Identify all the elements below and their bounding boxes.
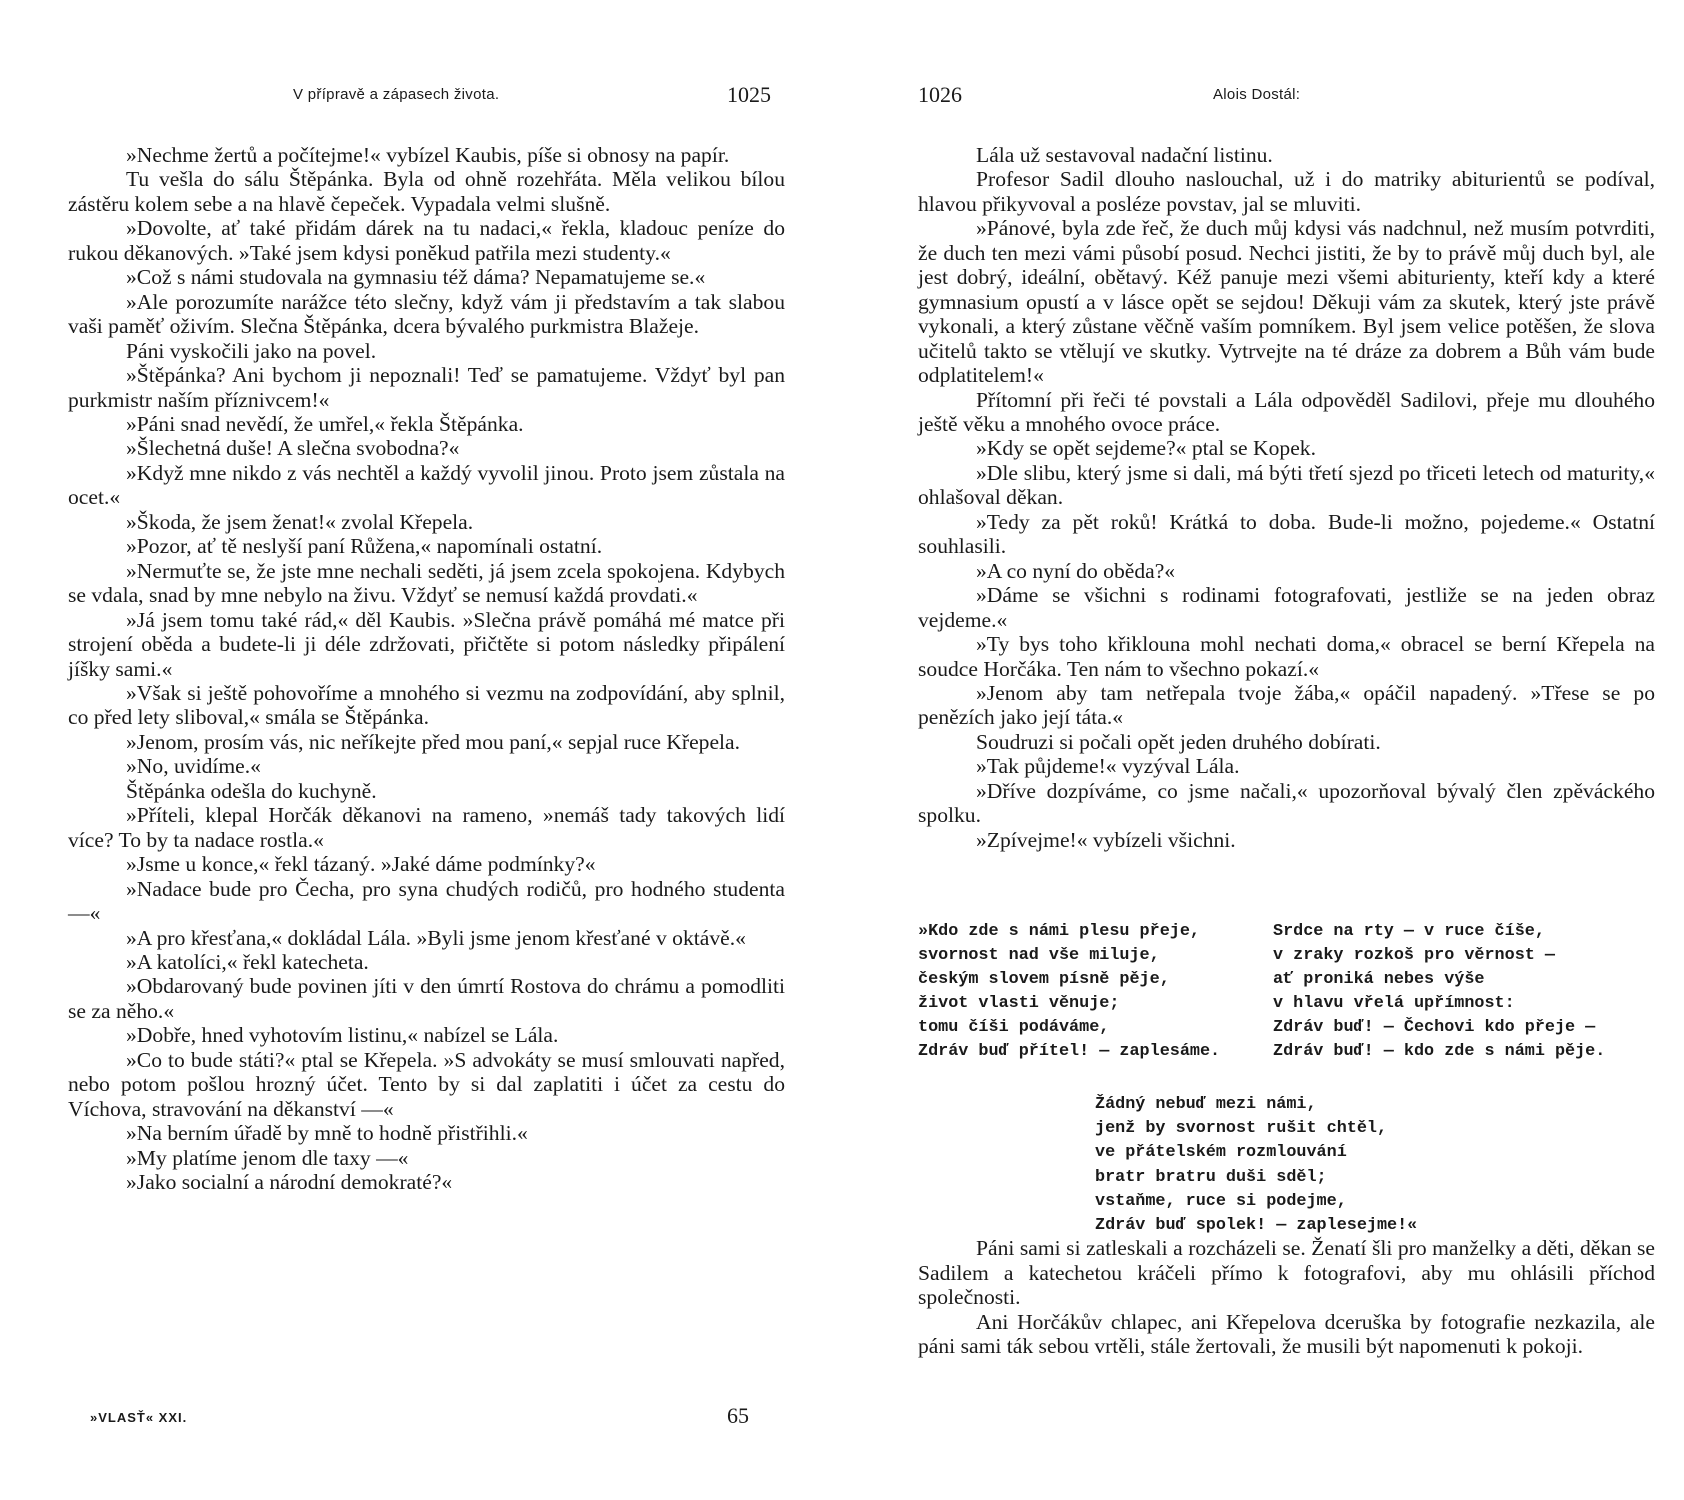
paragraph: Štěpánka odešla do kuchyně. <box>126 778 377 803</box>
paragraph: Lála už sestavoval nadační listinu. <box>976 143 1273 167</box>
verse-line: život vlasti věnuje; <box>918 994 1120 1013</box>
sheet-number: 65 <box>727 1403 749 1428</box>
closing-paragraphs <box>918 1236 1655 1359</box>
page-number: 1026 <box>918 82 962 107</box>
verse-line: tomu číši podáváme, <box>918 1018 1110 1037</box>
page-number: 1025 <box>727 82 771 107</box>
paragraph: »Ty bys toho křiklouna mohl nechati doma,« obracel se berní Křepela na soudce Horčáka. Ten nám to všechno pokazí.« <box>918 632 1655 681</box>
left-page-header <box>60 82 785 110</box>
paragraph: »Štěpánka? Ani bychom ji nepoznali! Teď se pamatujeme. Vždyť byl pan purkmistr naším příznivcem!« <box>68 363 785 412</box>
paragraph: »Když mne nikdo z vás nechtěl a každý vyvolil jinou. Proto jsem zůstala na ocet.« <box>68 460 785 510</box>
paragraph: »A katolíci,« řekl katecheta. <box>126 949 369 974</box>
poem-stanza-1 <box>918 920 1220 1064</box>
paragraph: »Dříve dozpíváme, co jsme načali,« upozorňoval bývalý člen zpěváckého spolku. <box>918 778 1655 828</box>
paragraph: Páni vyskočili jako na povel. <box>126 338 377 363</box>
paragraph: »Šlechetná duše! A slečna svobodna?« <box>126 436 460 461</box>
paragraph: Tu vešla do sálu Štěpánka. Byla od ohně rozehřáta. Měla velikou bílou zástěru kolem sebe a na hlavě čepeček. Vypadala velmi slušně. <box>68 167 785 216</box>
paragraph: »Což s námi studovala na gymnasiu též dáma? Nepamatujeme se.« <box>126 265 706 290</box>
verse-line: Zdráv buď spolek! — zaplesejme!« <box>1095 1216 1418 1236</box>
paragraph: »My platíme jenom dle taxy —« <box>126 1145 409 1170</box>
poem-stanza-3 <box>1095 1093 1417 1238</box>
paragraph: »Škoda, že jsem ženat!« zvolal Křepela. <box>126 509 474 534</box>
running-title: V přípravě a zápasech života. <box>293 86 500 103</box>
verse-line: vstaňme, ruce si podejme, <box>1095 1191 1347 1211</box>
paragraph: »Však si ještě pohovoříme a mnohého si vezmu na zodpovídání, aby splnil, co před lety sliboval,« smála se Štěpánka. <box>68 680 785 730</box>
paragraph: »A co nyní do oběda?« <box>976 558 1176 583</box>
poem-stanza-2 <box>1273 920 1605 1064</box>
paragraph: »Ale porozumíte narážce této slečny, když vám ji představím a tak slabou vaši paměť oživím. Slečna Štěpánka, dcera bývalého purkmistra Blažeje. <box>68 289 785 339</box>
right-page-body <box>918 143 1655 852</box>
paragraph: »Kdy se opět sejdeme?« ptal se Kopek. <box>976 436 1317 461</box>
verse-line: Zdráv buď! — Čechovi kdo přeje — <box>1273 1018 1596 1037</box>
left-page-body <box>68 143 785 1194</box>
verse-line: ať proniká nebes výše <box>1273 970 1485 989</box>
paragraph: »Dáme se všichni s rodinami fotografovati, jestliže se na jeden obraz vejdeme.« <box>918 583 1655 632</box>
verse-line: v hlavu vřelá upřímnost: <box>1273 994 1515 1013</box>
paragraph: »Tedy za pět roků! Krátká to doba. Bude-li možno, pojedeme.« Ostatní souhlasili. <box>918 509 1655 559</box>
right-page-header <box>910 82 1655 110</box>
verse-line: Srdce na rty — v ruce číše, <box>1273 922 1545 941</box>
paragraph: »Co to bude státi?« ptal se Křepela. »S advokáty se musí smlouvati napřed, nebo potom pošlou hrozný účet. Tento by si dal zaplatiti i účet za cestu do Víchova, stravování na děkanství —« <box>68 1047 785 1121</box>
verse-line: bratr bratru duši sděl; <box>1095 1167 1327 1187</box>
paragraph: »Nermuťte se, že jste mne nechali seděti, já jsem zcela spokojena. Kdybych se vdala, snad by mne nebylo na živu. Vždyť se nemusí každá provdati.« <box>68 558 785 608</box>
paragraph: Páni sami si zatleskali a rozcházeli se. Ženatí šli pro manželky a děti, děkan se Sadilem a katechetou kráčeli přímo k fotografovi, aby mu ohlásili příchod společnosti. <box>918 1236 1655 1309</box>
paragraph: »Páni snad nevědí, že umřel,« řekla Štěpánka. <box>126 411 524 436</box>
paragraph: »Pozor, ať tě neslyší paní Růžena,« napomínali ostatní. <box>126 534 603 559</box>
running-title: Alois Dostál: <box>1213 86 1301 103</box>
verse-line: Žádný nebuď mezi námi, <box>1095 1095 1317 1114</box>
verse-line: v zraky rozkoš pro věrnost — <box>1273 946 1555 965</box>
verse-line: ve přátelském rozmlouvání <box>1095 1143 1347 1163</box>
paragraph: »Jsme u konce,« řekl tázaný. »Jaké dáme podmínky?« <box>126 852 596 877</box>
paragraph: »Obdarovaný bude povinen jíti v den úmrtí Rostova do chrámu a pomodliti se za něho.« <box>68 974 785 1023</box>
paragraph: »Jenom, prosím vás, nic neříkejte před mou paní,« sepjal ruce Křepela. <box>126 729 741 754</box>
paragraph: »Příteli, klepal Horčák děkanovi na rameno, »nemáš tady takových lidí více? To by ta nadace rostla.« <box>68 803 785 852</box>
paragraph: »Jako socialní a národní demokraté?« <box>126 1170 453 1195</box>
paragraph: »Dovolte, ať také přidám dárek na tu nadaci,« řekla, kladouc peníze do rukou děkanových. »Také jsem kdysi poněkud patřila mezi studenty.« <box>68 216 785 265</box>
paragraph: Přítomní při řeči té povstali a Lála odpověděl Sadilovi, přeje mu dlouhého ještě věku a mnohého ovoce práce. <box>918 387 1655 436</box>
paragraph: »Jenom aby tam netřepala tvoje žába,« opáčil napadený. »Třese se po penězích jako její táta.« <box>918 680 1655 730</box>
verse-line: jenž by svornost rušit chtěl, <box>1095 1119 1388 1139</box>
paragraph: Soudruzi si počali opět jeden druhého dobírati. <box>976 729 1381 754</box>
verse-line: svornost nad vše miluje, <box>918 946 1160 965</box>
verse-line: českým slovem písně pěje, <box>918 970 1170 989</box>
paragraph: »Nechme žertů a počítejme!« vybízel Kaubis, píše si obnosy na papír. <box>126 143 730 167</box>
paragraph: »Nadace bude pro Čecha, pro syna chudých rodičů, pro hodného studenta —« <box>68 876 785 926</box>
signature-mark: »VLASŤ« XXI. <box>90 1410 188 1425</box>
paragraph: »Na berním úřadě by mně to hodně přistřihli.« <box>126 1121 528 1146</box>
paragraph: »Tak půjdeme!« vyzýval Lála. <box>976 754 1240 779</box>
paragraph: Profesor Sadil dlouho naslouchal, už i do matriky abiturientů se podíval, hlavou přikyvoval a posléze povstav, jal se mluviti. <box>918 167 1655 216</box>
verse-line: »Kdo zde s námi plesu přeje, <box>918 922 1200 941</box>
verse-line: Zdráv buď! — kdo zde s námi pěje. <box>1273 1042 1606 1061</box>
paragraph: »Pánové, byla zde řeč, že duch můj kdysi vás nadchnul, než musím potvrditi, že duch ten mezi vámi působí posud. Nechci jistiti, že by to právě můj duch byl, ale jest dobrý, ideální, obětavý. Kéž panuje mezi všemi abiturienty, kteří kdy a které gymnasium opustí a v lásce opět se sejdou! Děkuji vám za skutek, který jste právě vykonali, a který zůstane věčně vaším pomníkem. Byl jsem velice potěšen, že slova učitelů takto se vtělují ve skutky. Vytrvejte na té dráze za dobrem a Bůh vám bude odplatitelem!« <box>918 216 1655 388</box>
paragraph: »Zpívejme!« vybízeli všichni. <box>976 827 1236 852</box>
verse-line: Zdráv buď přítel! — zaplesáme. <box>918 1042 1221 1061</box>
paragraph: »Dobře, hned vyhotovím listinu,« nabízel se Lála. <box>126 1023 559 1048</box>
paragraph: »No, uvidíme.« <box>126 754 261 779</box>
paragraph: »Dle slibu, který jsme si dali, má býti třetí sjezd po třiceti letech od maturity,« ohlašoval děkan. <box>918 460 1655 510</box>
paragraph: »Já jsem tomu také rád,« děl Kaubis. »Slečna právě pomáhá mé matce při strojení oběda a budete-li ji déle zdržovati, přičtěte si potom následky připálení jíšky sami.« <box>68 607 785 681</box>
paragraph: Ani Horčákův chlapec, ani Křepelova dceruška by fotografie nezkazila, ale páni sami ták sebou vrtěli, stále žertovali, že musili být napomenuti k pokoji. <box>918 1309 1655 1358</box>
paragraph: »A pro křesťana,« dokládal Lála. »Byli jsme jenom křesťané v oktávě.« <box>126 925 746 950</box>
